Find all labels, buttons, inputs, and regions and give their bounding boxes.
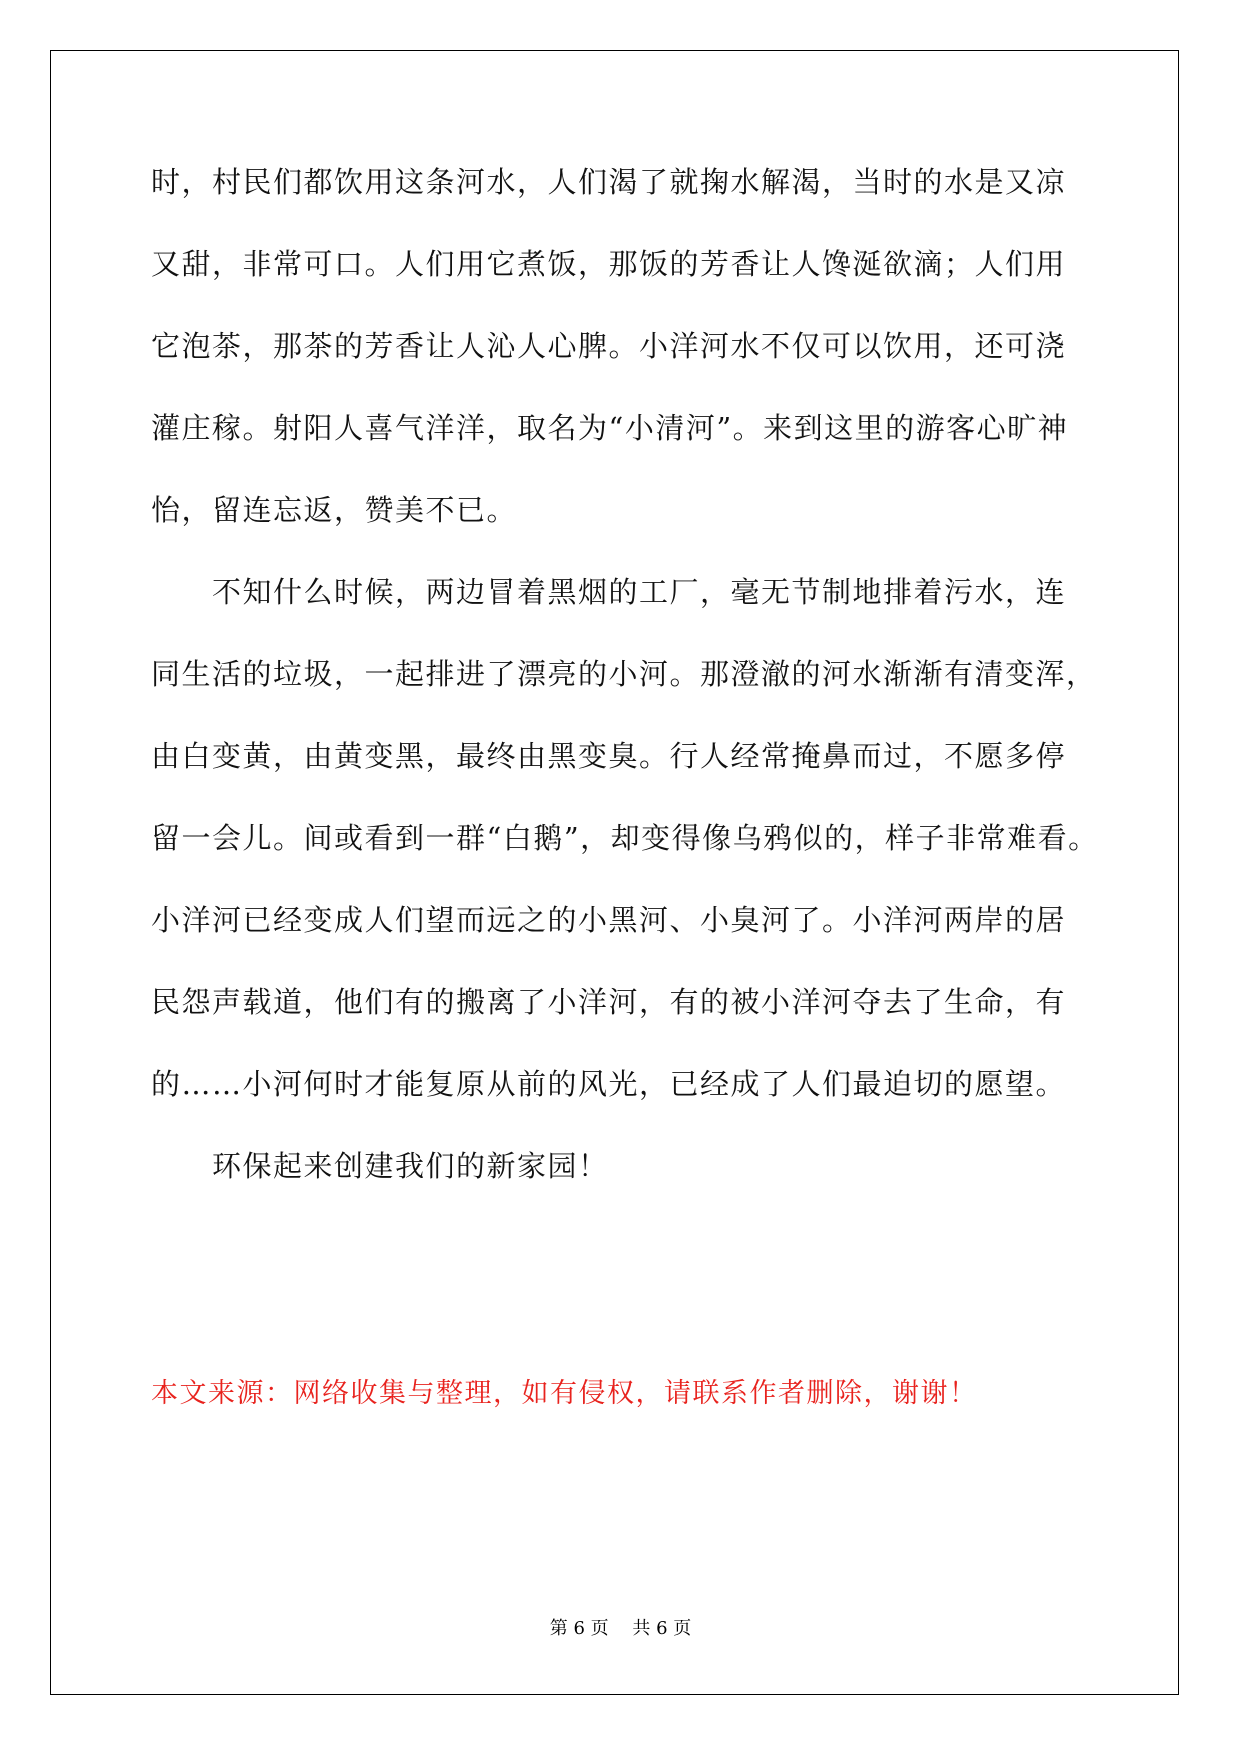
text-line: 它泡茶，那茶的芳香让人沁人心脾。小洋河水不仅可以饮用，还可浇 xyxy=(151,329,1067,363)
text-line: 民怨声载道，他们有的搬离了小洋河，有的被小洋河夺去了生命，有 xyxy=(151,985,1067,1019)
source-note: 本文来源：网络收集与整理，如有侵权，请联系作者删除，谢谢！ xyxy=(151,1378,978,1409)
text-line: 不知什么时候，两边冒着黑烟的工厂，毫无节制地排着污水，连 xyxy=(151,575,1067,609)
text-line: 时，村民们都饮用这条河水，人们渴了就掬水解渴，当时的水是又凉 xyxy=(151,165,1067,199)
text-line: 灌庄稼。射阳人喜气洋洋，取名为“小清河”。来到这里的游客心旷神 xyxy=(151,411,1069,445)
text-line: 留一会儿。间或看到一群“白鹅”，却变得像乌鸦似的，样子非常难看。 xyxy=(151,821,1099,855)
text-line: 怡，留连忘返，赞美不已。 xyxy=(151,493,518,527)
text-line: 由白变黄，由黄变黑，最终由黑变臭。行人经常掩鼻而过，不愿多停 xyxy=(151,739,1067,773)
text-line: 同生活的垃圾，一起排进了漂亮的小河。那澄澈的河水渐渐有清变浑， xyxy=(151,657,1097,691)
document-body xyxy=(151,160,1117,1226)
text-line: 小洋河已经变成人们望而远之的小黑河、小臭河了。小洋河两岸的居 xyxy=(151,903,1067,937)
page-number: 第 6 页 共 6 页 xyxy=(549,1618,692,1639)
text-line: 的……小河何时才能复原从前的风光，已经成了人们最迫切的愿望。 xyxy=(151,1067,1067,1101)
text-line: 又甜，非常可口。人们用它煮饭，那饭的芳香让人馋涎欲滴；人们用 xyxy=(151,247,1067,281)
text-line: 环保起来创建我们的新家园！ xyxy=(151,1149,609,1183)
